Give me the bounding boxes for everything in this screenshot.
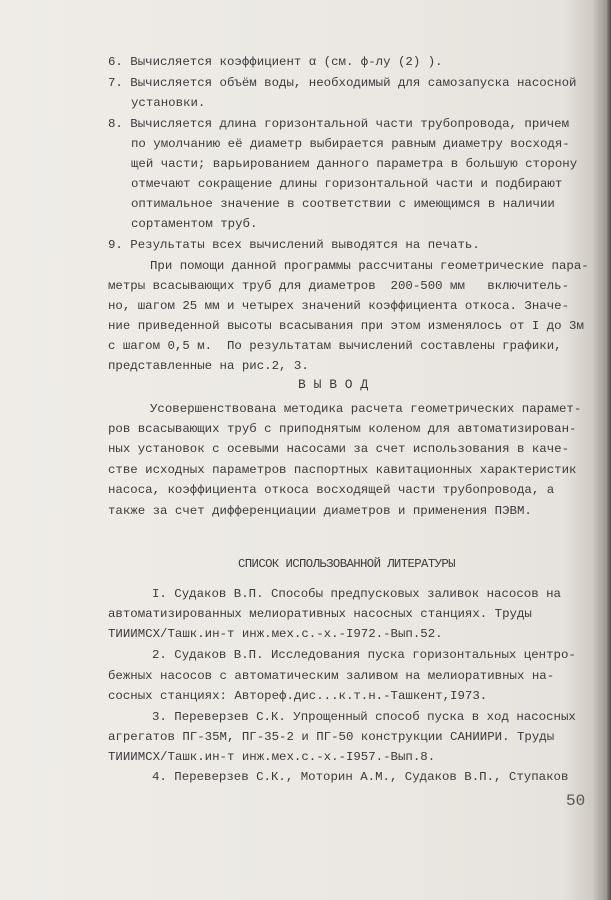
text-line: ние приведенной высоты всасывания при этом изменялось от I до 3м	[108, 319, 584, 333]
reference-line: автоматизированных мелиоративных насосных станциях. Труды	[108, 607, 532, 621]
text-line: насоса, коэффициента откоса восходящей части трубопровода, а	[108, 483, 555, 497]
conclusion-heading: В Ы В О Д	[298, 377, 369, 392]
text-line: стве исходных параметров паспортных кавитационных характеристик	[108, 463, 577, 477]
text-line: ных установок с осевыми насосами за счет использования в каче-	[108, 442, 570, 456]
list-item: оптимальное значение в соответствии с имеющимся в наличии	[131, 197, 555, 211]
list-item: отмечают сокращение длины горизонтальной части и подбирают	[131, 177, 563, 191]
reference-line: 3. Переверзев С.К. Упрощенный способ пуска в ход насосных	[152, 710, 576, 724]
text-line: Усовершенствована методика расчета геометрических парамет-	[150, 402, 582, 416]
list-item: по умолчанию её диаметр выбирается равным диаметру восходя-	[131, 137, 570, 151]
text-line: также за счет дифференциации диаметров и применения ПЭВМ.	[108, 504, 532, 518]
reference-line: ТИИИМСХ/Ташк.ин-т инж.мех.с.-х.-I957.-Вып.8.	[108, 750, 436, 764]
text-line: но, шагом 25 мм и четырех значений коэффициента откоса. Значе-	[108, 299, 570, 313]
text-line: При помощи данной программы рассчитаны геометрические пара-	[150, 259, 589, 273]
list-item: 6. Вычисляется коэффициент α (см. ф-лу (2) ).	[108, 55, 443, 69]
reference-line: 2. Судаков В.П. Исследования пуска горизонтальных центро-	[152, 648, 576, 662]
reference-line: ТИИИМСХ/Ташк.ин-т инж.мех.с.-х.-I972.-Вып.52.	[108, 627, 443, 641]
list-item: щей части; варьированием данного параметра в большую сторону	[131, 157, 578, 171]
page-edge-shadow	[607, 0, 611, 900]
list-item: установки.	[131, 96, 206, 110]
text-line: с шагом 0,5 м. По результатам вычислений составлены графики,	[108, 339, 562, 353]
list-item: сортаментом труб.	[131, 217, 258, 231]
list-item: 8. Вычисляется длина горизонтальной части трубопровода, причем	[108, 117, 570, 131]
list-item: 7. Вычисляется объём воды, необходимый для самозапуска насосной	[108, 76, 577, 90]
text-line: ров всасывающих труб с приподнятым коленом для автоматизирован-	[108, 422, 577, 436]
text-line: метры всасывающих труб для диаметров 200-500 мм включитель-	[108, 279, 570, 293]
reference-line: бежных насосов с автоматическим заливом на мелиоративных на-	[108, 669, 555, 683]
references-heading: СПИСОК ИСПОЛЬЗОВАННОЙ ЛИТЕРАТУРЫ	[238, 557, 455, 571]
reference-line: 4. Переверзев С.К., Моторин А.М., Судаков В.П., Ступаков	[152, 770, 569, 784]
reference-line: агрегатов ПГ-35М, ПГ-35-2 и ПГ-50 конструкции САНИИРИ. Труды	[108, 730, 555, 744]
list-item: 9. Результаты всех вычислений выводятся на печать.	[108, 238, 480, 252]
text-line: представленные на рис.2, 3.	[108, 359, 309, 373]
reference-line: сосных станциях: Автореф.дис...к.т.н.-Ташкент,I973.	[108, 689, 488, 703]
reference-line: I. Судаков В.П. Способы предпусковых заливок насосов на	[152, 587, 561, 601]
page-number: 50	[566, 792, 586, 810]
